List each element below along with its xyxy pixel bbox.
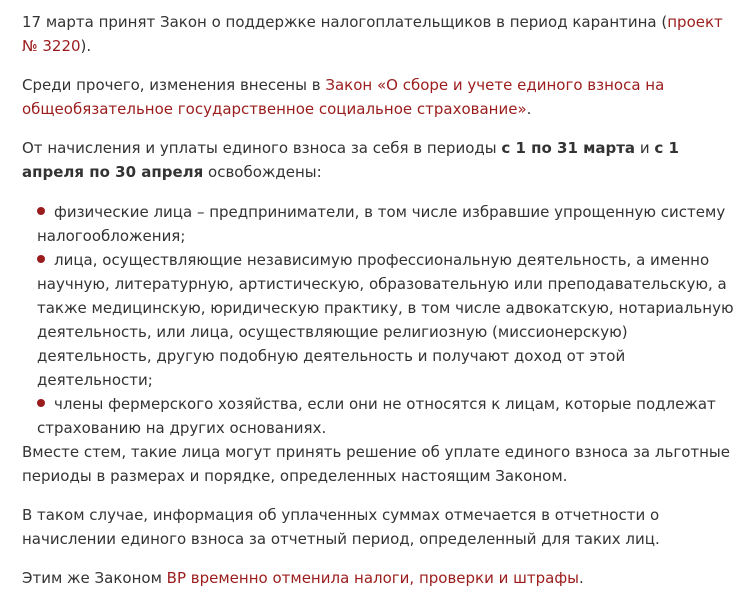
paragraph-text: 17 марта принят Закон о поддержке налогоплательщиков в период карантина ( [22,13,668,31]
list-item [37,248,737,392]
bullet-icon [37,207,45,215]
paragraph-reporting: В таком случае, информация об уплаченных суммах отмечается в отчетности о начислении единого взноса за отчетный период, определенный для таких лиц. [22,506,660,548]
paragraph-text: . [526,100,532,118]
paragraph-text: и [635,139,655,157]
paragraph-text: . [579,569,584,587]
paragraph-exemption-periods [22,136,737,184]
period-march: с 1 по 31 марта [501,139,636,157]
article-body [22,10,737,605]
link-project-3220[interactable]: проект № 3220 [22,13,723,55]
paragraph-text: Этим же Законом [22,569,167,587]
list-item [37,392,737,440]
paragraph-law-adopted [22,10,737,58]
link-taxes-cancelled[interactable]: ВР временно отменила налоги, проверки и штрафы [166,569,579,587]
paragraph-voluntary-payment: Вместе стем, такие лица могут принять решение об уплате единого взноса за льготные периоды в размерах и порядке, определенных настоящим Законом. [22,443,730,485]
list-item [37,200,737,248]
list-item-text: лица, осуществляющие независимую профессиональную деятельность, а именно научную, литературную, артистическую, образовательную или преподавательскую, а также медицинскую, юридическую практику, в том числе адвокатскую, нотариальную деятельность, или лица, осуществляющие религиозную (миссионерскую) деятельность, другую подобную деятельность и получают доход от этой деятельности; [37,251,734,389]
link-law-single-contribution[interactable]: Закон «О сборе и учете единого взноса на общеобязательное государственное социальное страхование» [22,76,665,118]
exempt-persons-list [22,200,737,440]
period-april: с 1 апреля по 30 апреля [22,139,679,181]
paragraph-text: От начисления и уплаты единого взноса за себя в периоды [22,139,502,157]
paragraph-text: освобождены: [203,163,322,181]
paragraph-text: Среди прочего, изменения внесены в [22,76,326,94]
bullet-icon [37,399,45,407]
paragraph-changes [22,73,737,121]
bullet-icon [37,255,45,263]
paragraph-text: ). [80,37,92,55]
list-item-text: физические лица – предприниматели, в том числе избравшие упрощенную систему налогообложения; [37,203,726,245]
paragraph-related-law [22,566,737,590]
list-item-text: члены фермерского хозяйства, если они не относятся к лицам, которые подлежат страхованию на других основаниях. [37,395,716,437]
